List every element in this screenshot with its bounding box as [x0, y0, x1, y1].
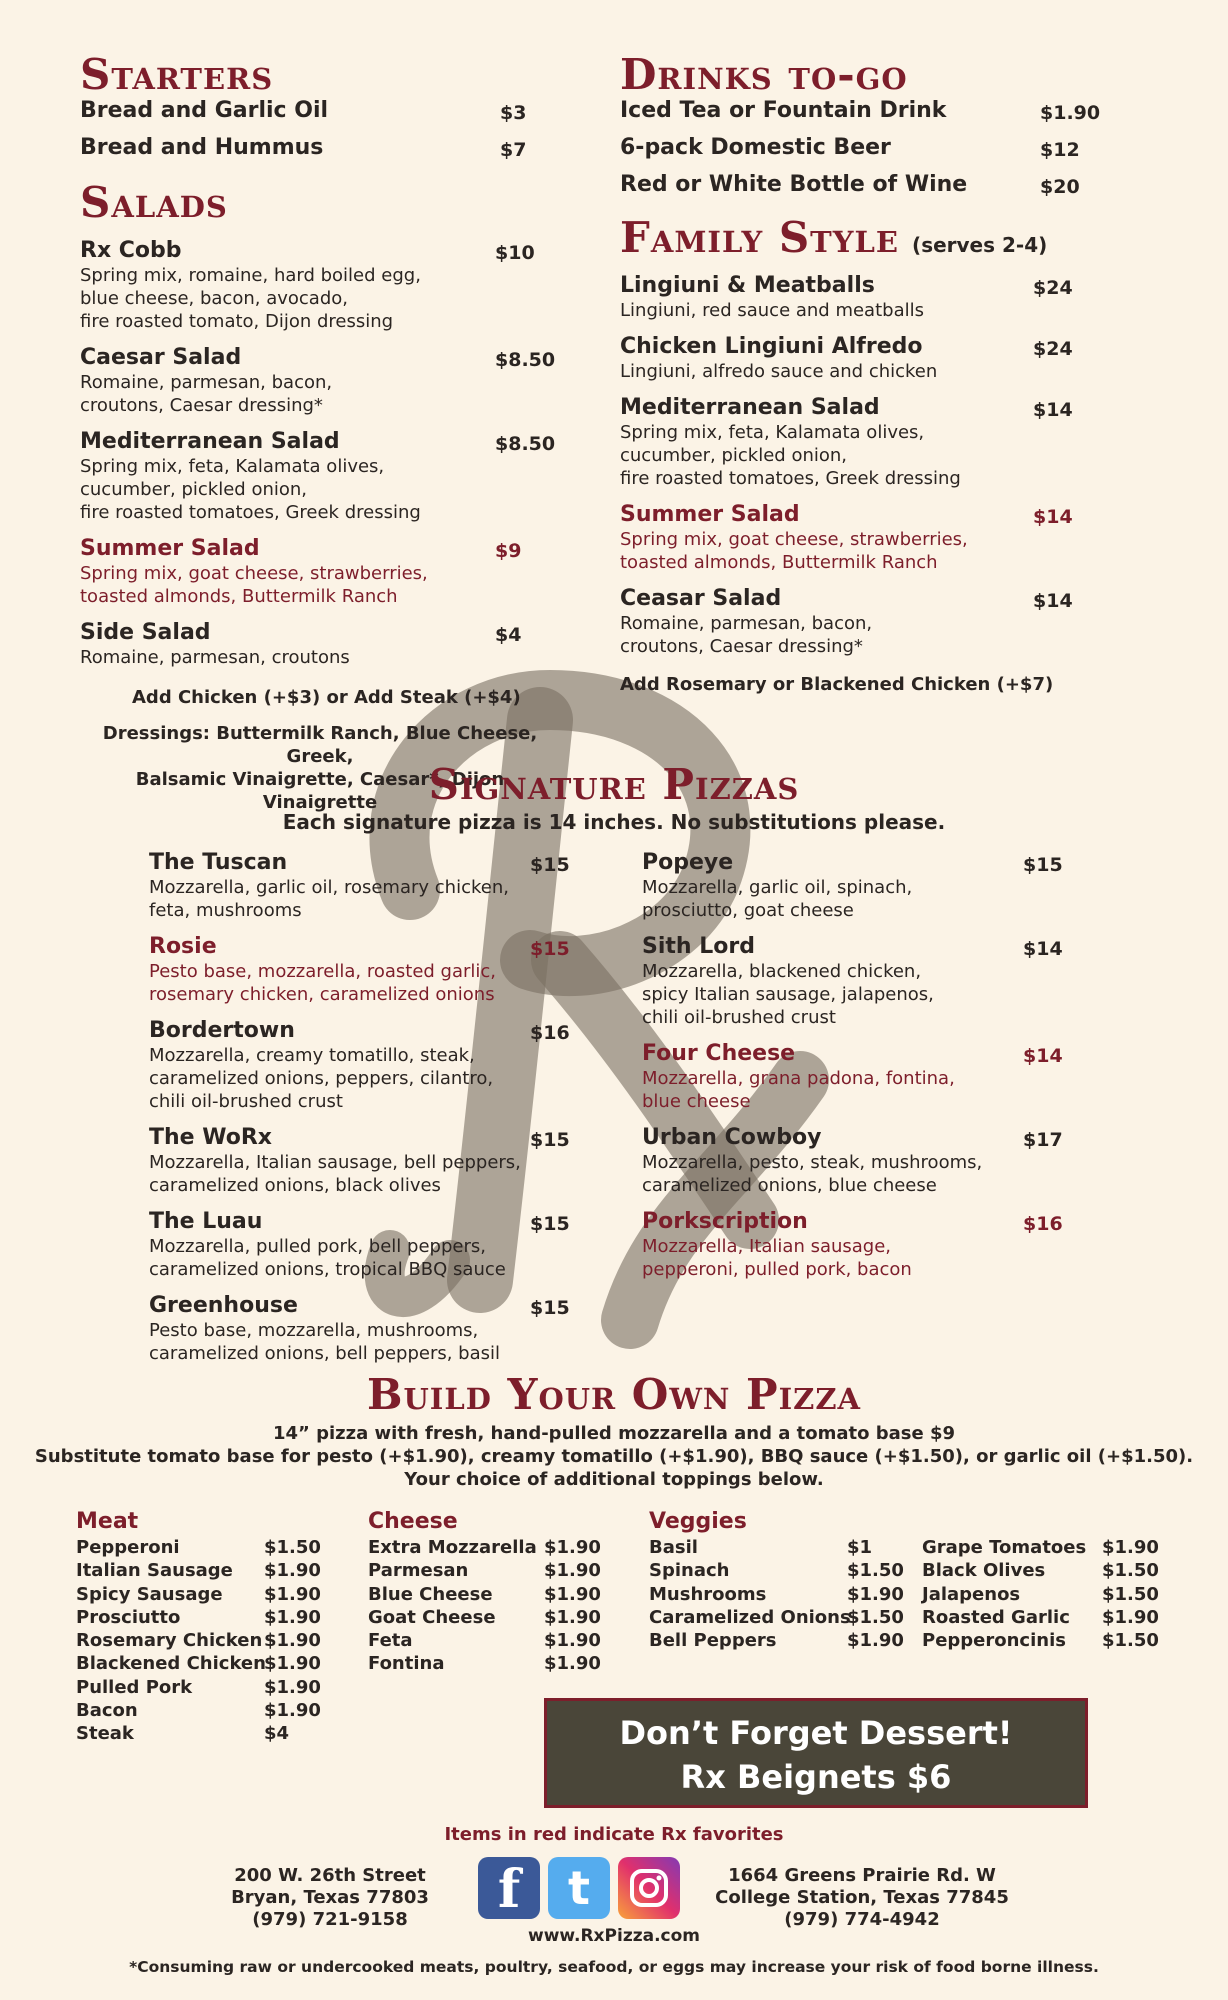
pizza-item-price: $15 [530, 938, 570, 960]
family-list [620, 273, 1140, 658]
topping-name: Mushrooms [649, 1583, 767, 1605]
topping-price: $1.90 [544, 1606, 601, 1628]
twitter-icon[interactable]: t [548, 1857, 610, 1919]
topping-row [649, 1606, 904, 1629]
byo-description [0, 1422, 1228, 1491]
pizzas-heading: Signature Pizzas [428, 760, 800, 809]
topping-price: $1.50 [1102, 1630, 1159, 1652]
meat-heading: Meat [76, 1509, 139, 1534]
topping-price: $1.90 [264, 1583, 321, 1605]
topping-price: $1.90 [544, 1537, 601, 1558]
family-heading-row [620, 215, 1140, 261]
family-item-price: $24 [1033, 338, 1073, 360]
topping-row [922, 1629, 1172, 1652]
address-line: 200 W. 26th Street [234, 1865, 426, 1886]
pizza-item-description: Pesto base, mozzarella, roasted garlic, rosemary chicken, caramelized onions [149, 961, 497, 1005]
pizza-item-name: The WoRx [149, 1125, 272, 1150]
topping-price: $1.50 [1102, 1583, 1159, 1605]
pizza-item-name: Sith Lord [642, 934, 755, 959]
pizza-item-price: $14 [1023, 938, 1063, 960]
pizza-item-description: Mozzarella, blackened chicken, spicy Italian sausage, jalapenos, chili oil-brushed crust [642, 961, 934, 1028]
byo-line: Your choice of additional toppings below. [404, 1469, 824, 1490]
family-item [620, 502, 1140, 574]
salad-item-price: $4 [495, 624, 522, 646]
salad-item-name: Caesar Salad [80, 345, 242, 370]
meat-list [76, 1536, 326, 1746]
topping-name: Steak [76, 1723, 134, 1745]
salad-item-description: Spring mix, goat cheese, strawberries, toasted almonds, Buttermilk Ranch [80, 563, 428, 607]
pizza-item-price: $17 [1023, 1129, 1063, 1151]
pizzas-right-column [642, 838, 1082, 1281]
topping-price: $1.50 [264, 1537, 321, 1558]
drink-item: Iced Tea or Fountain Drink $1.90 [620, 98, 1101, 124]
topping-name: Blue Cheese [368, 1583, 493, 1605]
family-item [620, 586, 1140, 658]
salad-item [80, 238, 560, 333]
topping-price: $1.90 [847, 1630, 904, 1652]
veggies-list-2 [922, 1536, 1172, 1652]
topping-price: $1.90 [1102, 1606, 1159, 1628]
topping-name: Italian Sausage [76, 1560, 233, 1582]
starters-list [80, 98, 560, 172]
family-heading: Family Style [620, 213, 899, 262]
pizza-item-description: Mozzarella, Italian sausage, bell peppers, caramelized onions, black olives [149, 1152, 521, 1196]
topping-row [649, 1583, 904, 1606]
topping-row [76, 1606, 326, 1629]
topping-price: $1.90 [1102, 1537, 1159, 1558]
left-address [220, 1865, 440, 1931]
topping-row [76, 1676, 326, 1699]
family-item [620, 334, 1140, 383]
salad-item-description: Romaine, parmesan, bacon, croutons, Caesar dressing* [80, 372, 333, 416]
family-serves-note: (serves 2-4) [912, 233, 1048, 257]
family-item-price: $14 [1033, 590, 1073, 612]
dessert-banner [544, 1698, 1088, 1808]
family-item-name: Mediterranean Salad [620, 395, 880, 420]
family-item-price: $24 [1033, 277, 1073, 299]
topping-row [368, 1536, 608, 1559]
topping-row [368, 1652, 608, 1675]
topping-name: Goat Cheese [368, 1606, 496, 1628]
pizzas-left-column [149, 838, 589, 1365]
family-item-price: $14 [1033, 399, 1073, 421]
drink-item: Red or White Bottle of Wine $20 [620, 172, 1080, 198]
food-disclaimer: *Consuming raw or undercooked meats, poultry, seafood, or eggs may increase your risk of food borne illness. [129, 1958, 1099, 1976]
topping-row [76, 1583, 326, 1606]
salads-list [80, 238, 560, 669]
topping-name: Fontina [368, 1653, 445, 1675]
pizza-item [149, 1209, 589, 1281]
topping-row [922, 1536, 1172, 1559]
topping-price: $1.90 [264, 1560, 321, 1582]
pizza-item-price: $15 [530, 1297, 570, 1319]
phone-number: (979) 721-9158 [252, 1909, 408, 1930]
veggies-list [649, 1536, 904, 1652]
topping-row [76, 1699, 326, 1722]
topping-price: $1.50 [1102, 1560, 1159, 1582]
salad-item-description: Spring mix, feta, Kalamata olives, cucumber, pickled onion, fire roasted tomatoes, Greek dressing [80, 456, 421, 523]
pizza-item-price: $15 [1023, 854, 1063, 876]
topping-name: Spinach [649, 1560, 730, 1582]
pizza-item-price: $15 [530, 1129, 570, 1151]
salads-heading: Salads [80, 178, 228, 227]
pizza-item-description: Mozzarella, creamy tomatillo, steak, caramelized onions, peppers, cilantro, chili oil-brushed crust [149, 1045, 494, 1112]
salad-item [80, 620, 560, 669]
family-item [620, 395, 1140, 490]
family-item-description: Spring mix, goat cheese, strawberries, toasted almonds, Buttermilk Ranch [620, 529, 968, 573]
starter-item: Bread and Garlic Oil $3 [80, 98, 527, 124]
pizza-item [642, 1209, 1082, 1281]
facebook-icon[interactable]: f [478, 1857, 540, 1919]
cheese-heading: Cheese [368, 1509, 458, 1534]
pizza-item-description: Mozzarella, pesto, steak, mushrooms, caramelized onions, blue cheese [642, 1152, 983, 1196]
topping-row [368, 1583, 608, 1606]
pizza-item-price: $15 [530, 1213, 570, 1235]
address-line: College Station, Texas 77845 [715, 1887, 1009, 1908]
topping-price: $1.90 [544, 1630, 601, 1652]
pizza-item-name: Urban Cowboy [642, 1125, 822, 1150]
byo-line: 14” pizza with fresh, hand-pulled mozzarella and a tomato base $9 [272, 1423, 956, 1444]
pizza-item-name: Bordertown [149, 1018, 295, 1043]
topping-name: Grape Tomatoes [922, 1537, 1087, 1558]
pizza-item-name: Four Cheese [642, 1041, 796, 1066]
salad-item-description: Spring mix, romaine, hard boiled egg, blue cheese, bacon, avocado, fire roasted tomato, Dijon dressing [80, 265, 421, 332]
pizza-item-price: $16 [1023, 1213, 1063, 1235]
pizza-item-name: Porkscription [642, 1209, 808, 1234]
pizza-item-description: Mozzarella, pulled pork, bell peppers, caramelized onions, tropical BBQ sauce [149, 1236, 506, 1280]
topping-price: $1.90 [544, 1653, 601, 1675]
dessert-line-1: Don’t Forget Dessert! [619, 1714, 1013, 1752]
pizza-item [642, 934, 1082, 1029]
topping-row [368, 1559, 608, 1582]
salad-item-name: Summer Salad [80, 536, 260, 561]
pizza-item-description: Mozzarella, garlic oil, spinach, prosciutto, goat cheese [642, 877, 913, 921]
topping-price: $1.90 [544, 1560, 601, 1582]
drinks-heading: Drinks to-go [620, 50, 908, 99]
right-address [702, 1865, 1022, 1931]
topping-name: Jalapenos [922, 1583, 1021, 1605]
veggies-heading: Veggies [649, 1509, 747, 1534]
topping-name: Pepperoni [76, 1537, 180, 1558]
pizza-item-name: Popeye [642, 850, 734, 875]
topping-row [76, 1722, 326, 1745]
pizza-item [642, 1041, 1082, 1113]
topping-price: $1.90 [264, 1676, 321, 1698]
pizza-item-description: Mozzarella, Italian sausage, pepperoni, pulled pork, bacon [642, 1236, 912, 1280]
camera-glyph [618, 1857, 680, 1919]
salads-add-note: Add Chicken (+$3) or Add Steak (+$4) [132, 687, 521, 708]
topping-price: $1.50 [847, 1560, 904, 1582]
topping-row [76, 1629, 326, 1652]
pizza-item-name: Greenhouse [149, 1293, 298, 1318]
pizza-item [149, 934, 589, 1006]
family-item [620, 273, 1140, 322]
salad-item-price: $9 [495, 540, 522, 562]
veggie-toppings [649, 1508, 1169, 1652]
topping-name: Pulled Pork [76, 1676, 193, 1698]
pizzas-subheading: Each signature pizza is 14 inches. No substitutions please. [282, 810, 946, 834]
topping-price: $1 [847, 1537, 873, 1558]
phone-number: (979) 774-4942 [784, 1909, 940, 1930]
pizza-item-name: The Luau [149, 1209, 263, 1234]
drink-item: 6-pack Domestic Beer $12 [620, 135, 1080, 161]
topping-row [76, 1559, 326, 1582]
dressings-note: Dressings: Buttermilk Ranch, Blue Cheese, Greek, Balsamic Vinaigrette, Caesar*, Dijon Vinaigrette [102, 723, 538, 813]
topping-row [368, 1629, 608, 1652]
address-line: 1664 Greens Prairie Rd. W [728, 1865, 996, 1886]
family-item-description: Spring mix, feta, Kalamata olives, cucumber, pickled onion, fire roasted tomatoes, Greek dressing [620, 422, 961, 489]
pizza-item [149, 1018, 589, 1113]
topping-name: Blackened Chicken [76, 1653, 266, 1675]
topping-row [922, 1559, 1172, 1582]
family-item-name: Ceasar Salad [620, 586, 782, 611]
address-line: Bryan, Texas 77803 [231, 1887, 429, 1908]
meat-toppings [76, 1508, 326, 1746]
topping-row [76, 1652, 326, 1675]
topping-name: Basil [649, 1537, 698, 1558]
topping-row [649, 1559, 904, 1582]
salad-item-price: $8.50 [495, 433, 556, 455]
topping-row [922, 1583, 1172, 1606]
topping-name: Bacon [76, 1700, 138, 1722]
pizza-item-price: $14 [1023, 1045, 1063, 1067]
salad-item-description: Romaine, parmesan, croutons [80, 647, 350, 668]
pizza-item-name: Rosie [149, 934, 217, 959]
topping-price: $1.90 [264, 1606, 321, 1628]
topping-price: $1.90 [264, 1653, 321, 1675]
cheese-toppings [368, 1508, 608, 1676]
favorites-note: Items in red indicate Rx favorites [444, 1824, 784, 1845]
cheese-list [368, 1536, 608, 1676]
topping-price: $1.50 [847, 1606, 904, 1628]
starter-item: Bread and Hummus $7 [80, 135, 527, 161]
byo-heading: Build Your Own Pizza [366, 1370, 862, 1419]
salad-item-name: Mediterranean Salad [80, 429, 340, 454]
pizza-item [149, 850, 589, 922]
pizza-item-description: Pesto base, mozzarella, mushrooms, caramelized onions, bell peppers, basil [149, 1320, 501, 1364]
family-item-price: $14 [1033, 506, 1073, 528]
salad-item-price: $8.50 [495, 349, 556, 371]
salad-item-price: $10 [495, 242, 535, 264]
topping-price: $1.90 [847, 1583, 904, 1605]
topping-name: Black Olives [922, 1560, 1046, 1582]
pizza-item-price: $16 [530, 1022, 570, 1044]
topping-name: Caramelized Onions [649, 1606, 851, 1628]
pizza-item-description: Mozzarella, grana padona, fontina, blue cheese [642, 1068, 955, 1112]
pizza-item-description: Mozzarella, garlic oil, rosemary chicken, feta, mushrooms [149, 877, 509, 921]
topping-row [922, 1606, 1172, 1629]
pizza-item [642, 1125, 1082, 1197]
pizza-item [642, 850, 1082, 922]
salad-item [80, 429, 560, 524]
drinks-list [620, 98, 1140, 209]
pizza-item-name: The Tuscan [149, 850, 288, 875]
topping-name: Rosemary Chicken [76, 1630, 263, 1652]
left-top-column [80, 52, 560, 814]
topping-price: $1.90 [544, 1583, 601, 1605]
pizza-item [149, 1293, 589, 1365]
topping-name: Extra Mozzarella [368, 1537, 537, 1558]
instagram-icon[interactable] [618, 1857, 680, 1919]
topping-price: $1.90 [264, 1700, 321, 1722]
topping-name: Roasted Garlic [922, 1606, 1070, 1628]
family-item-description: Romaine, parmesan, bacon, croutons, Caesar dressing* [620, 613, 873, 657]
family-item-description: Lingiuni, alfredo sauce and chicken [620, 361, 938, 382]
topping-name: Bell Peppers [649, 1630, 777, 1652]
salad-item-name: Rx Cobb [80, 238, 182, 263]
topping-name: Prosciutto [76, 1606, 181, 1628]
topping-row [368, 1606, 608, 1629]
salad-item [80, 536, 560, 608]
byo-line: Substitute tomato base for pesto (+$1.90), creamy tomatillo (+$1.90), BBQ sauce (+$1.50), or garlic oil (+$1.50). [34, 1446, 1194, 1467]
topping-row [649, 1536, 899, 1559]
topping-price: $1.90 [264, 1630, 321, 1652]
topping-name: Pepperoncinis [922, 1630, 1066, 1652]
salad-item-name: Side Salad [80, 620, 211, 645]
family-add-note: Add Rosemary or Blackened Chicken (+$7) [620, 674, 1054, 695]
website-link[interactable]: www.RxPizza.com [527, 1926, 701, 1946]
topping-name: Spicy Sausage [76, 1583, 223, 1605]
starters-heading: Starters [80, 50, 274, 99]
topping-price: $4 [264, 1723, 290, 1745]
right-top-column [620, 52, 1140, 695]
pizza-item [149, 1125, 589, 1197]
family-item-name: Lingiuni & Meatballs [620, 273, 875, 298]
salad-item [80, 345, 560, 417]
topping-name: Feta [368, 1630, 413, 1652]
dessert-line-2: Rx Beignets $6 [680, 1758, 952, 1796]
topping-name: Parmesan [368, 1560, 469, 1582]
family-item-name: Summer Salad [620, 502, 800, 527]
family-item-description: Lingiuni, red sauce and meatballs [620, 300, 924, 321]
topping-row [76, 1536, 326, 1559]
family-item-name: Chicken Lingiuni Alfredo [620, 334, 923, 359]
topping-row [649, 1629, 904, 1652]
pizza-item-price: $15 [530, 854, 570, 876]
